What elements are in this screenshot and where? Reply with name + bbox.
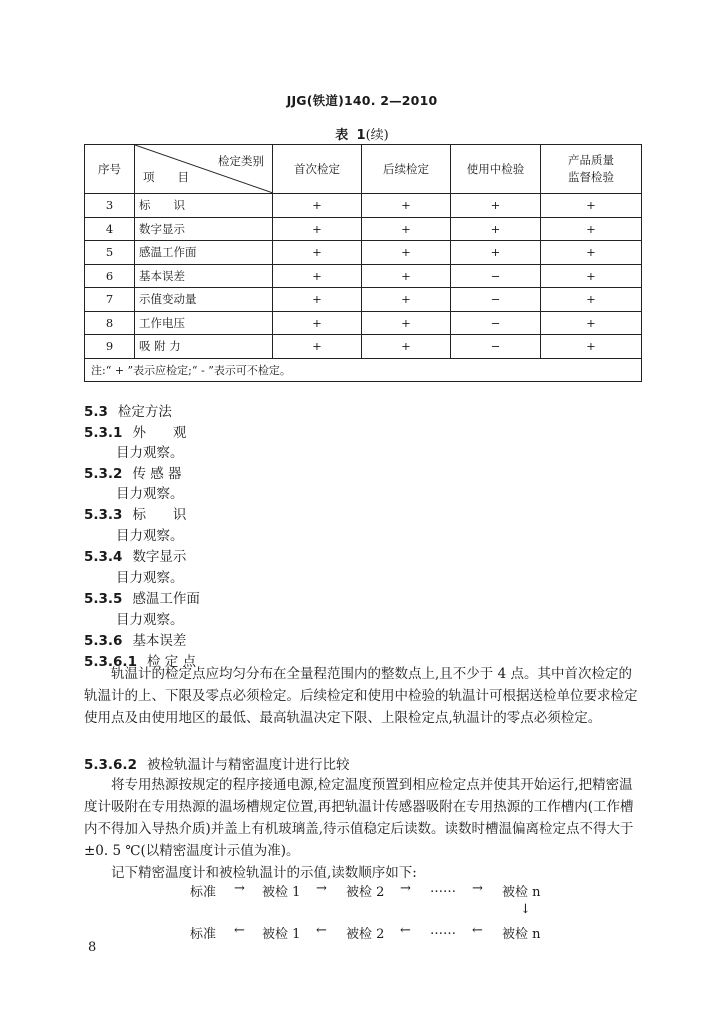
section-title: 数字显示 xyxy=(132,549,187,565)
section-body: 目力观察。 xyxy=(116,570,184,586)
header-col-1: 首次检定 xyxy=(273,145,362,194)
table-row xyxy=(85,311,642,335)
section-title: 被检轨温计与精密温度计进行比较 xyxy=(146,757,350,773)
section-number: 5.3.6.1 xyxy=(84,654,137,670)
arrow-icon: ← xyxy=(400,923,411,938)
header-item-label: 项 目 xyxy=(143,170,189,184)
row-item: 基本误差 xyxy=(135,264,273,288)
section-number: 5.3.4 xyxy=(84,549,123,565)
section-number: 5.3.6 xyxy=(84,633,123,649)
table-header-row xyxy=(85,145,642,194)
section-number: 5.3.1 xyxy=(84,425,123,441)
arrow-icon: ← xyxy=(316,923,327,938)
table-row xyxy=(85,264,642,288)
header-diagonal-cell xyxy=(135,145,273,194)
row-mark: + xyxy=(541,194,642,218)
arrow-icon: → xyxy=(316,881,327,896)
running-header: JJG(铁道)140. 2—2010 xyxy=(286,93,438,108)
table-row xyxy=(85,241,642,265)
row-item: 工作电压 xyxy=(135,311,273,335)
paragraph-procedure: 将专用热源按规定的程序接通电源,检定温度预置到相应检定点并使其开始运行,把精密温度计吸附在专用热源的温场槽规定位置,再把轨温计传感器吸附在专用热源的工作槽内(工作槽内不得加入导热介质)并盖上有机玻璃盖,待示值稳定后读数。读数时槽温偏离检定点不得大于 ±0. 5 ℃(以精密温度计示值为准)。 xyxy=(84,777,634,859)
flow-step: 被检 1 xyxy=(262,885,301,900)
row-mark: + xyxy=(541,264,642,288)
row-mark: − xyxy=(451,335,541,359)
row-mark: + xyxy=(541,288,642,312)
page-number: 8 xyxy=(88,940,97,955)
caption-suffix: (续) xyxy=(365,128,389,143)
row-number: 3 xyxy=(85,194,135,218)
row-mark: + xyxy=(273,311,362,335)
arrow-icon: → xyxy=(472,881,483,896)
down-arrow: ↓ xyxy=(520,902,531,917)
row-number: 4 xyxy=(85,217,135,241)
row-mark: − xyxy=(451,288,541,312)
row-number: 7 xyxy=(85,288,135,312)
section-number: 5.3.2 xyxy=(84,466,123,482)
section-title: 标 识 xyxy=(132,507,187,523)
row-item: 数字显示 xyxy=(135,217,273,241)
row-mark: + xyxy=(362,241,451,265)
table-caption xyxy=(0,124,724,143)
flow-step: 被检 1 xyxy=(262,927,301,942)
section-body: 目力观察。 xyxy=(116,612,184,628)
row-mark: + xyxy=(273,217,362,241)
row-item: 吸 附 力 xyxy=(135,335,273,359)
row-mark: + xyxy=(451,217,541,241)
arrow-icon: ← xyxy=(472,923,483,938)
section-title: 基本误差 xyxy=(132,633,187,649)
section-heading xyxy=(84,587,200,607)
section-number: 5.3.5 xyxy=(84,591,123,607)
row-mark: + xyxy=(362,194,451,218)
row-mark: + xyxy=(541,241,642,265)
row-number: 6 xyxy=(85,264,135,288)
section-body: 目力观察。 xyxy=(116,528,184,544)
header-seq: 序号 xyxy=(85,145,135,194)
header-col-4-text: 产品质量监督检验 xyxy=(568,153,614,184)
header-category-label: 检定类别 xyxy=(218,154,264,168)
row-mark: + xyxy=(273,288,362,312)
row-item: 感温工作面 xyxy=(135,241,273,265)
table-note-row xyxy=(85,358,642,382)
flow-step: 标准 xyxy=(190,885,217,900)
row-mark: + xyxy=(273,335,362,359)
section-5-3-6-2 xyxy=(84,753,349,773)
row-mark: + xyxy=(451,241,541,265)
section-number: 5.3 xyxy=(84,404,108,420)
arrow-icon: ← xyxy=(234,923,245,938)
section-heading xyxy=(84,462,182,482)
paragraph-check-points: 轨温计的检定点应均匀分布在全量程范围内的整数点上,且不少于 4 点。其中首次检定的轨温计的上、下限及零点必须检定。后续检定和使用中检验的轨温计可根据送检单位要求检定使用点及由使用地区的最低、最高轨温决定下限、上限检定点,轨温计的零点必须检定。 xyxy=(84,666,638,726)
flow-step: 被检 n xyxy=(502,927,541,942)
caption-number: 1 xyxy=(356,128,366,143)
section-heading xyxy=(84,400,172,420)
table-row xyxy=(85,288,642,312)
header-col-2: 后续检定 xyxy=(362,145,451,194)
flow-step: …… xyxy=(430,923,456,938)
arrow-icon: → xyxy=(400,881,411,896)
header-col-3: 使用中检验 xyxy=(451,145,541,194)
flow-step: 被检 2 xyxy=(346,885,385,900)
paragraph-reading-order: 记下精密温度计和被检轨温计的示值,读数顺序如下: xyxy=(84,865,417,881)
row-mark: + xyxy=(362,311,451,335)
row-item: 标 识 xyxy=(135,194,273,218)
table-row xyxy=(85,194,642,218)
section-title: 检定方法 xyxy=(117,404,172,420)
arrow-icon: → xyxy=(234,881,245,896)
row-number: 8 xyxy=(85,311,135,335)
row-mark: + xyxy=(362,335,451,359)
section-title: 检 定 点 xyxy=(146,654,197,670)
row-mark: + xyxy=(273,264,362,288)
table-row xyxy=(85,217,642,241)
inspection-table xyxy=(84,144,642,382)
section-body: 目力观察。 xyxy=(116,445,184,461)
section-heading xyxy=(84,421,186,441)
row-mark: + xyxy=(541,335,642,359)
section-title: 传 感 器 xyxy=(132,466,182,482)
flow-step: 被检 2 xyxy=(346,927,385,942)
section-heading xyxy=(84,503,186,523)
row-mark: + xyxy=(541,217,642,241)
row-number: 9 xyxy=(85,335,135,359)
section-title: 感温工作面 xyxy=(132,591,200,607)
row-mark: + xyxy=(273,241,362,265)
row-mark: + xyxy=(362,217,451,241)
row-mark: − xyxy=(451,264,541,288)
table-note: 注:“ + ”表示应检定;“ - ”表示可不检定。 xyxy=(85,358,642,382)
section-heading xyxy=(84,629,186,649)
section-body: 目力观察。 xyxy=(116,486,184,502)
row-item: 示值变动量 xyxy=(135,288,273,312)
section-heading xyxy=(84,545,186,565)
flow-step: …… xyxy=(430,881,456,896)
section-number: 5.3.6.2 xyxy=(84,757,137,773)
section-title: 外 观 xyxy=(132,425,187,441)
flow-step: 标准 xyxy=(190,927,217,942)
row-mark: + xyxy=(362,288,451,312)
table-row xyxy=(85,335,642,359)
row-number: 5 xyxy=(85,241,135,265)
row-mark: + xyxy=(541,311,642,335)
section-number: 5.3.3 xyxy=(84,507,123,523)
row-mark: + xyxy=(362,264,451,288)
flow-step: 被检 n xyxy=(502,885,541,900)
row-mark: + xyxy=(273,194,362,218)
row-mark: − xyxy=(451,311,541,335)
caption-prefix: 表 xyxy=(335,128,349,143)
header-col-4 xyxy=(541,145,642,194)
row-mark: + xyxy=(451,194,541,218)
